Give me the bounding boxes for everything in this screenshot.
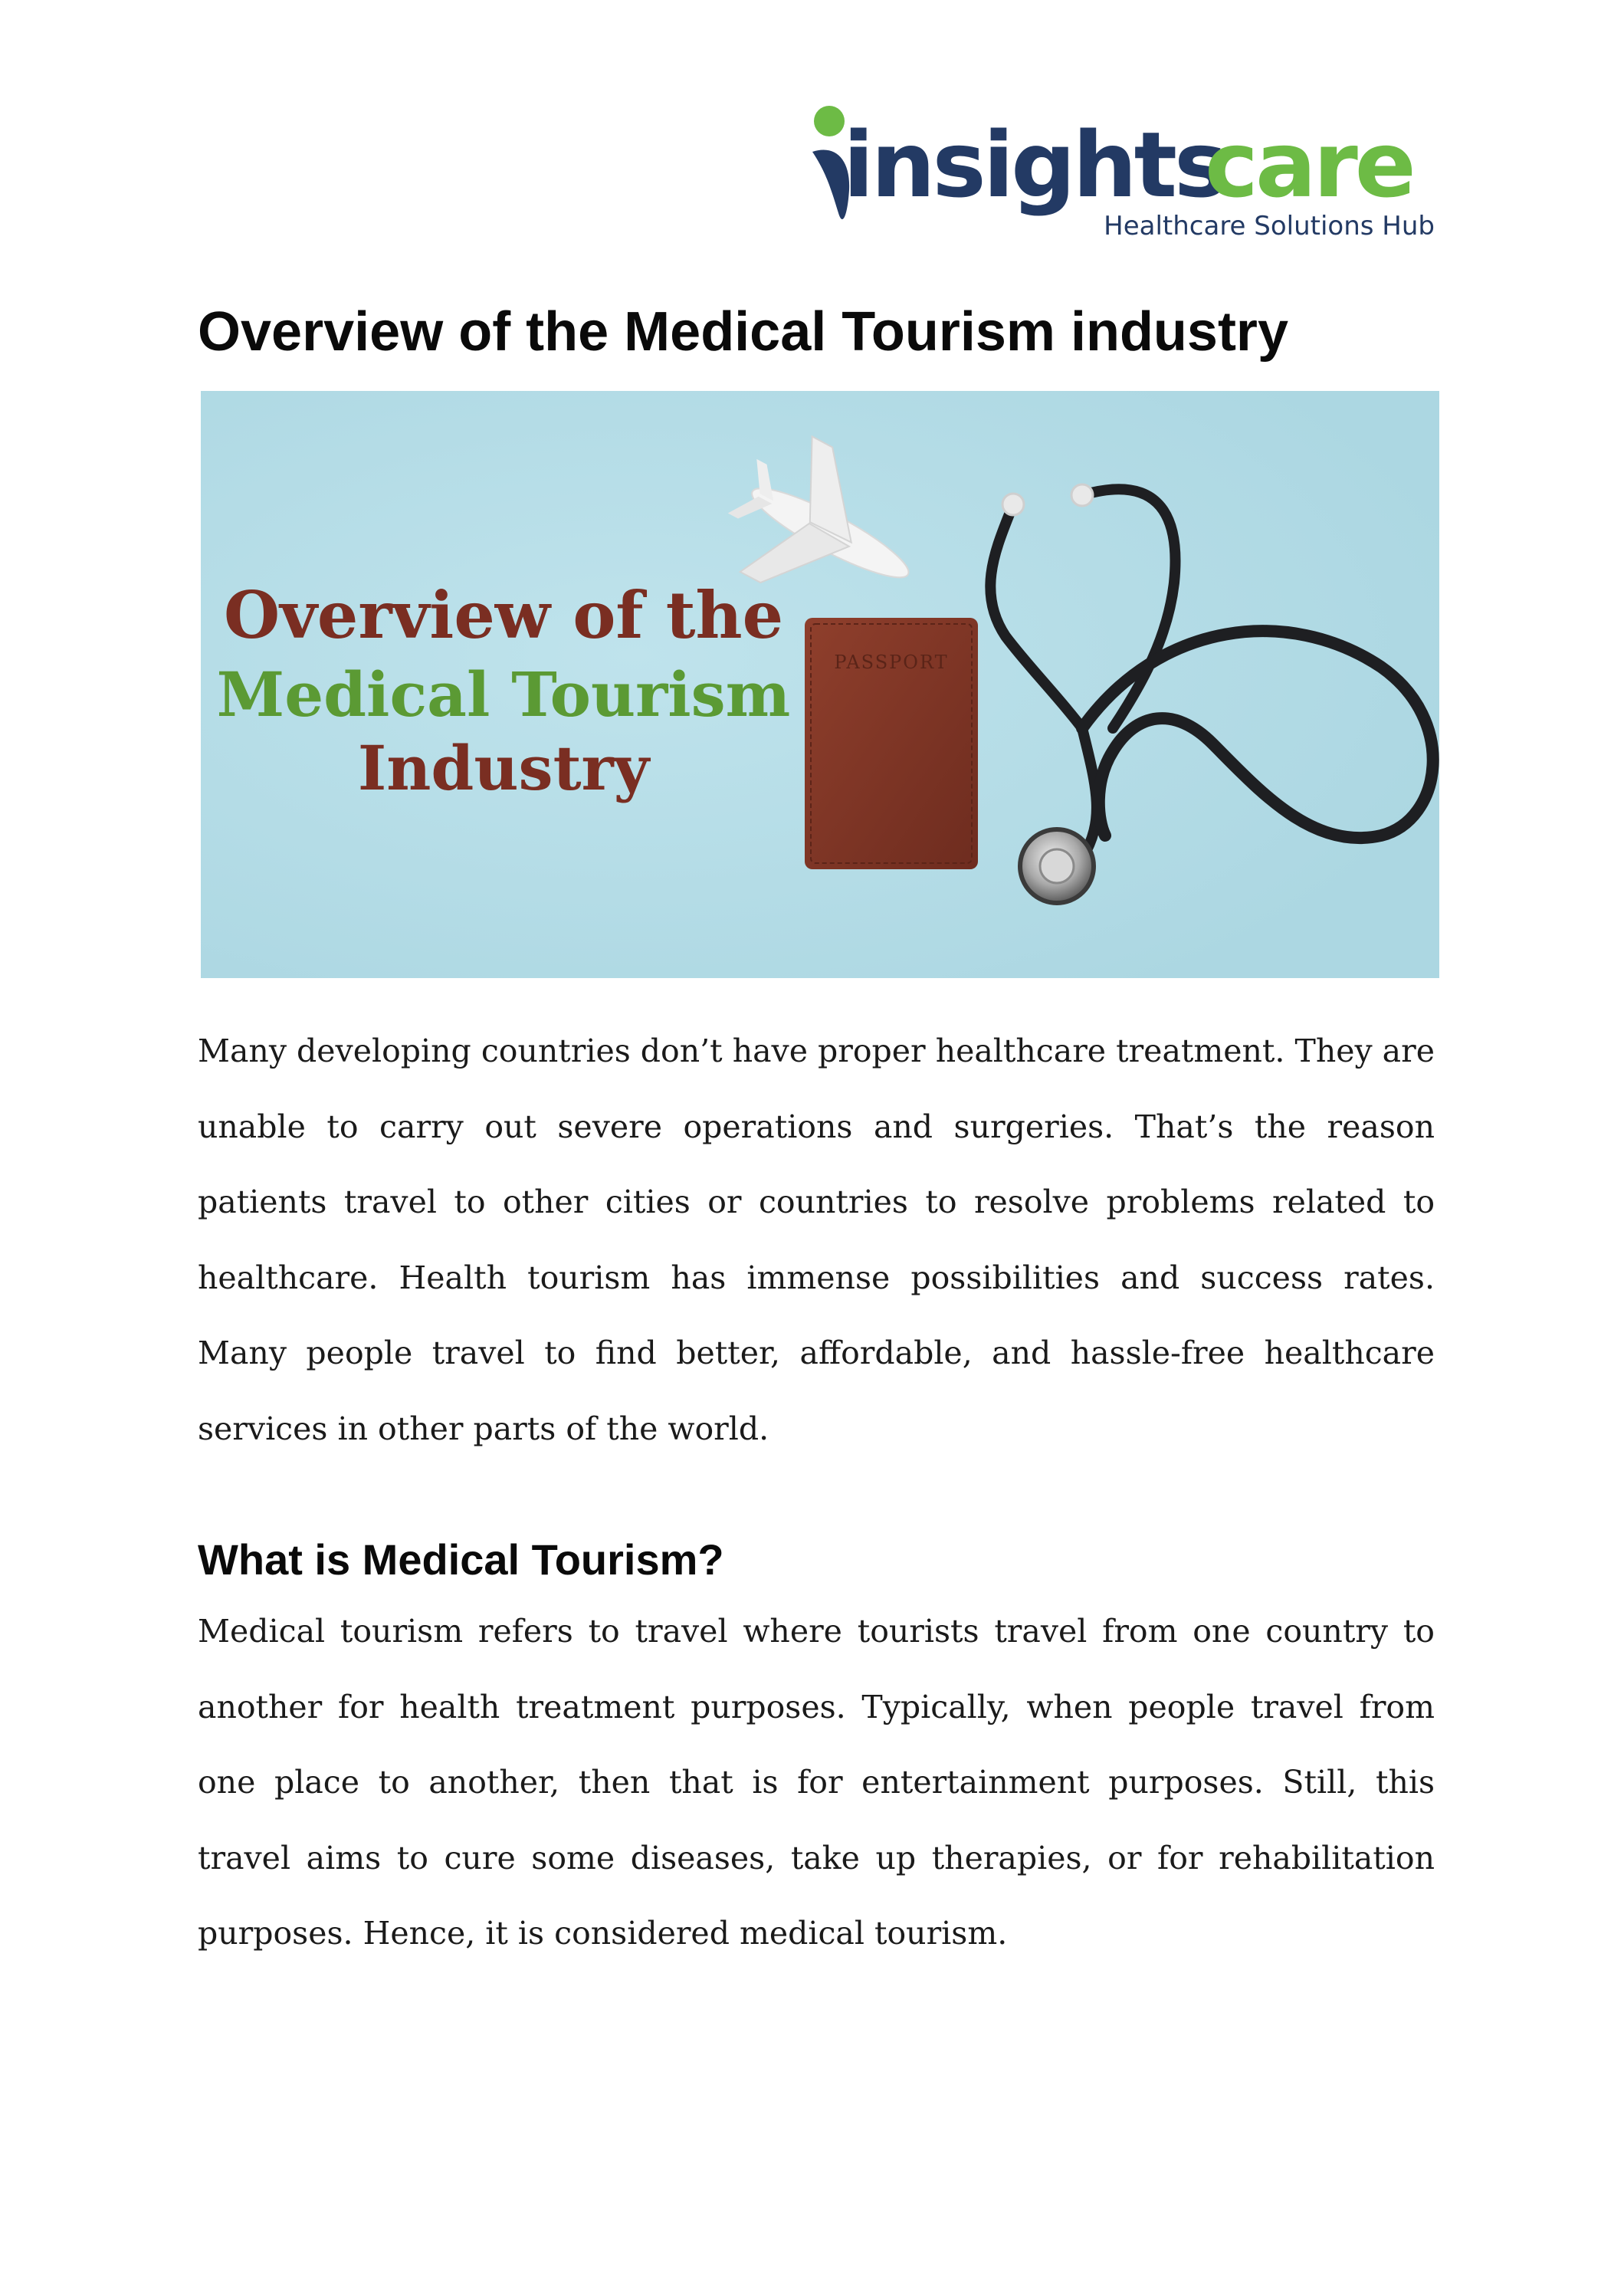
passport-icon [805,618,978,869]
logo-wordmark-dark: insights [843,112,1225,218]
section-heading: What is Medical Tourism? [198,1535,724,1584]
section-paragraph: Medical tourism refers to travel where tourists travel from one country to another for health treatment purposes. Typically, when people travel from one place to another, then that is for entertainment purposes. Still, this travel aims to cure some diseases, take up therapies, or for rehabilitation purposes. Hence, it is considered medical tourism. [198,1613,1435,1952]
hero-title-line-1: Overview of the [223,577,784,653]
hero-title-line-3: Industry [357,732,650,804]
passport-label: PASSPORT [834,652,949,673]
logo-wordmark-light: care [1205,112,1413,218]
insightscare-logo [805,98,1441,251]
logo-figure-head [814,106,845,136]
intro-paragraph: Many developing countries don’t have proper healthcare treatment. They are unable to carry out severe operations and surgeries. That’s the reason patients travel to other cities or countries to resolve problems related to healthcare. Health tourism has immense possibilities and success rates. Many people travel to find better, affordable, and hassle-free healthcare services in other parts of the world. [198,1033,1435,1447]
logo-tagline: Healthcare Solutions Hub [1104,211,1435,241]
hero-banner-image [201,391,1439,978]
hero-title-line-2: Medical Tourism [216,658,791,731]
page-title: Overview of the Medical Tourism industry [198,301,1288,363]
